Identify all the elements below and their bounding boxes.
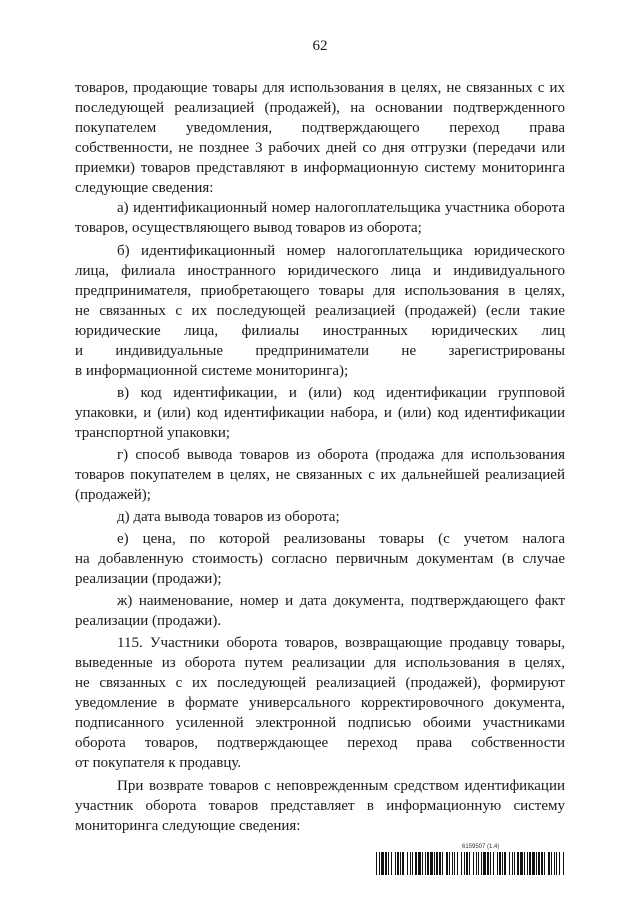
text-line: д) дата вывода товаров из оборота;: [117, 509, 340, 525]
text-line: в) код идентификации, и (или) код идентификации групповой: [117, 385, 565, 401]
text-line: на добавленную стоимость) согласно первичным документам (в случае: [75, 551, 565, 567]
text-line: выведенные из оборота путем реализации для использования в целях,: [75, 655, 565, 671]
text-line: реализации (продажи);: [75, 571, 222, 587]
text-line: покупателем уведомления, подтверждающего переход права: [75, 120, 565, 136]
text-line: подписанного усиленной электронной подписью обоими участниками: [75, 715, 565, 731]
text-line: При возврате товаров с неповрежденным средством идентификации: [117, 778, 565, 794]
text-line: реализации (продажи).: [75, 613, 222, 629]
text-line: товаров, осуществляющего вывод товаров из оборота;: [75, 220, 422, 236]
text-line: приемки) товаров представляют в информационную систему мониторинга: [75, 160, 565, 176]
text-line: не связанных с их последующей реализацией (продажей) (если такие: [75, 303, 565, 319]
text-line: от покупателя к продавцу.: [75, 755, 242, 771]
text-line: е) цена, по которой реализованы товары (с учетом налога: [117, 531, 565, 547]
text-line: а) идентификационный номер налогоплательщика участника оборота: [117, 200, 565, 216]
document-code: 6159507 (1.4): [462, 844, 500, 850]
text-line: товаров покупателем в целях, не связанных с их дальнейшей реализацией: [75, 467, 565, 483]
text-line: участник оборота товаров представляет в информационную систему: [75, 798, 565, 814]
text-line: транспортной упаковки;: [75, 425, 231, 441]
text-line: и индивидуальные предприниматели не зарегистрированы: [75, 343, 565, 359]
text-line: в информационной системе мониторинга);: [75, 363, 349, 379]
text-line: упаковки, и (или) код идентификации набора, и (или) код идентификации: [75, 405, 565, 421]
text-line: предпринимателя, приобретающего товары для использования в целях,: [75, 283, 565, 299]
text-line: мониторинга следующие сведения:: [75, 818, 301, 834]
text-line: 115. Участники оборота товаров, возвращающие продавцу товары,: [117, 635, 565, 651]
text-line: товаров, продающие товары для использования в целях, не связанных с их: [75, 80, 565, 96]
text-line: б) идентификационный номер налогоплательщика юридического: [117, 243, 565, 259]
text-line: не связанных с их последующей реализацией (продажей), формируют: [75, 675, 565, 691]
text-line: лица, филиала иностранного юридического лица и индивидуального: [75, 263, 565, 279]
text-line: уведомление в формате универсального корректировочного документа,: [75, 695, 565, 711]
text-line: ж) наименование, номер и дата документа, подтверждающего факт: [117, 593, 565, 609]
text-line: оборота товаров, подтверждающее переход права собственности: [75, 735, 565, 751]
text-line: следующие сведения:: [75, 180, 214, 196]
page-number: 62: [312, 38, 328, 54]
barcode: [376, 852, 565, 875]
text-line: юридические лица, филиалы иностранных юридических лиц: [75, 323, 565, 339]
text-line: последующей реализацией (продажей), на основании подтвержденного: [75, 100, 565, 116]
text-line: (продажей);: [75, 487, 151, 503]
text-line: г) способ вывода товаров из оборота (продажа для использования: [117, 447, 565, 463]
text-line: собственности, не позднее 3 рабочих дней со дня отгрузки (передачи или: [75, 140, 565, 156]
